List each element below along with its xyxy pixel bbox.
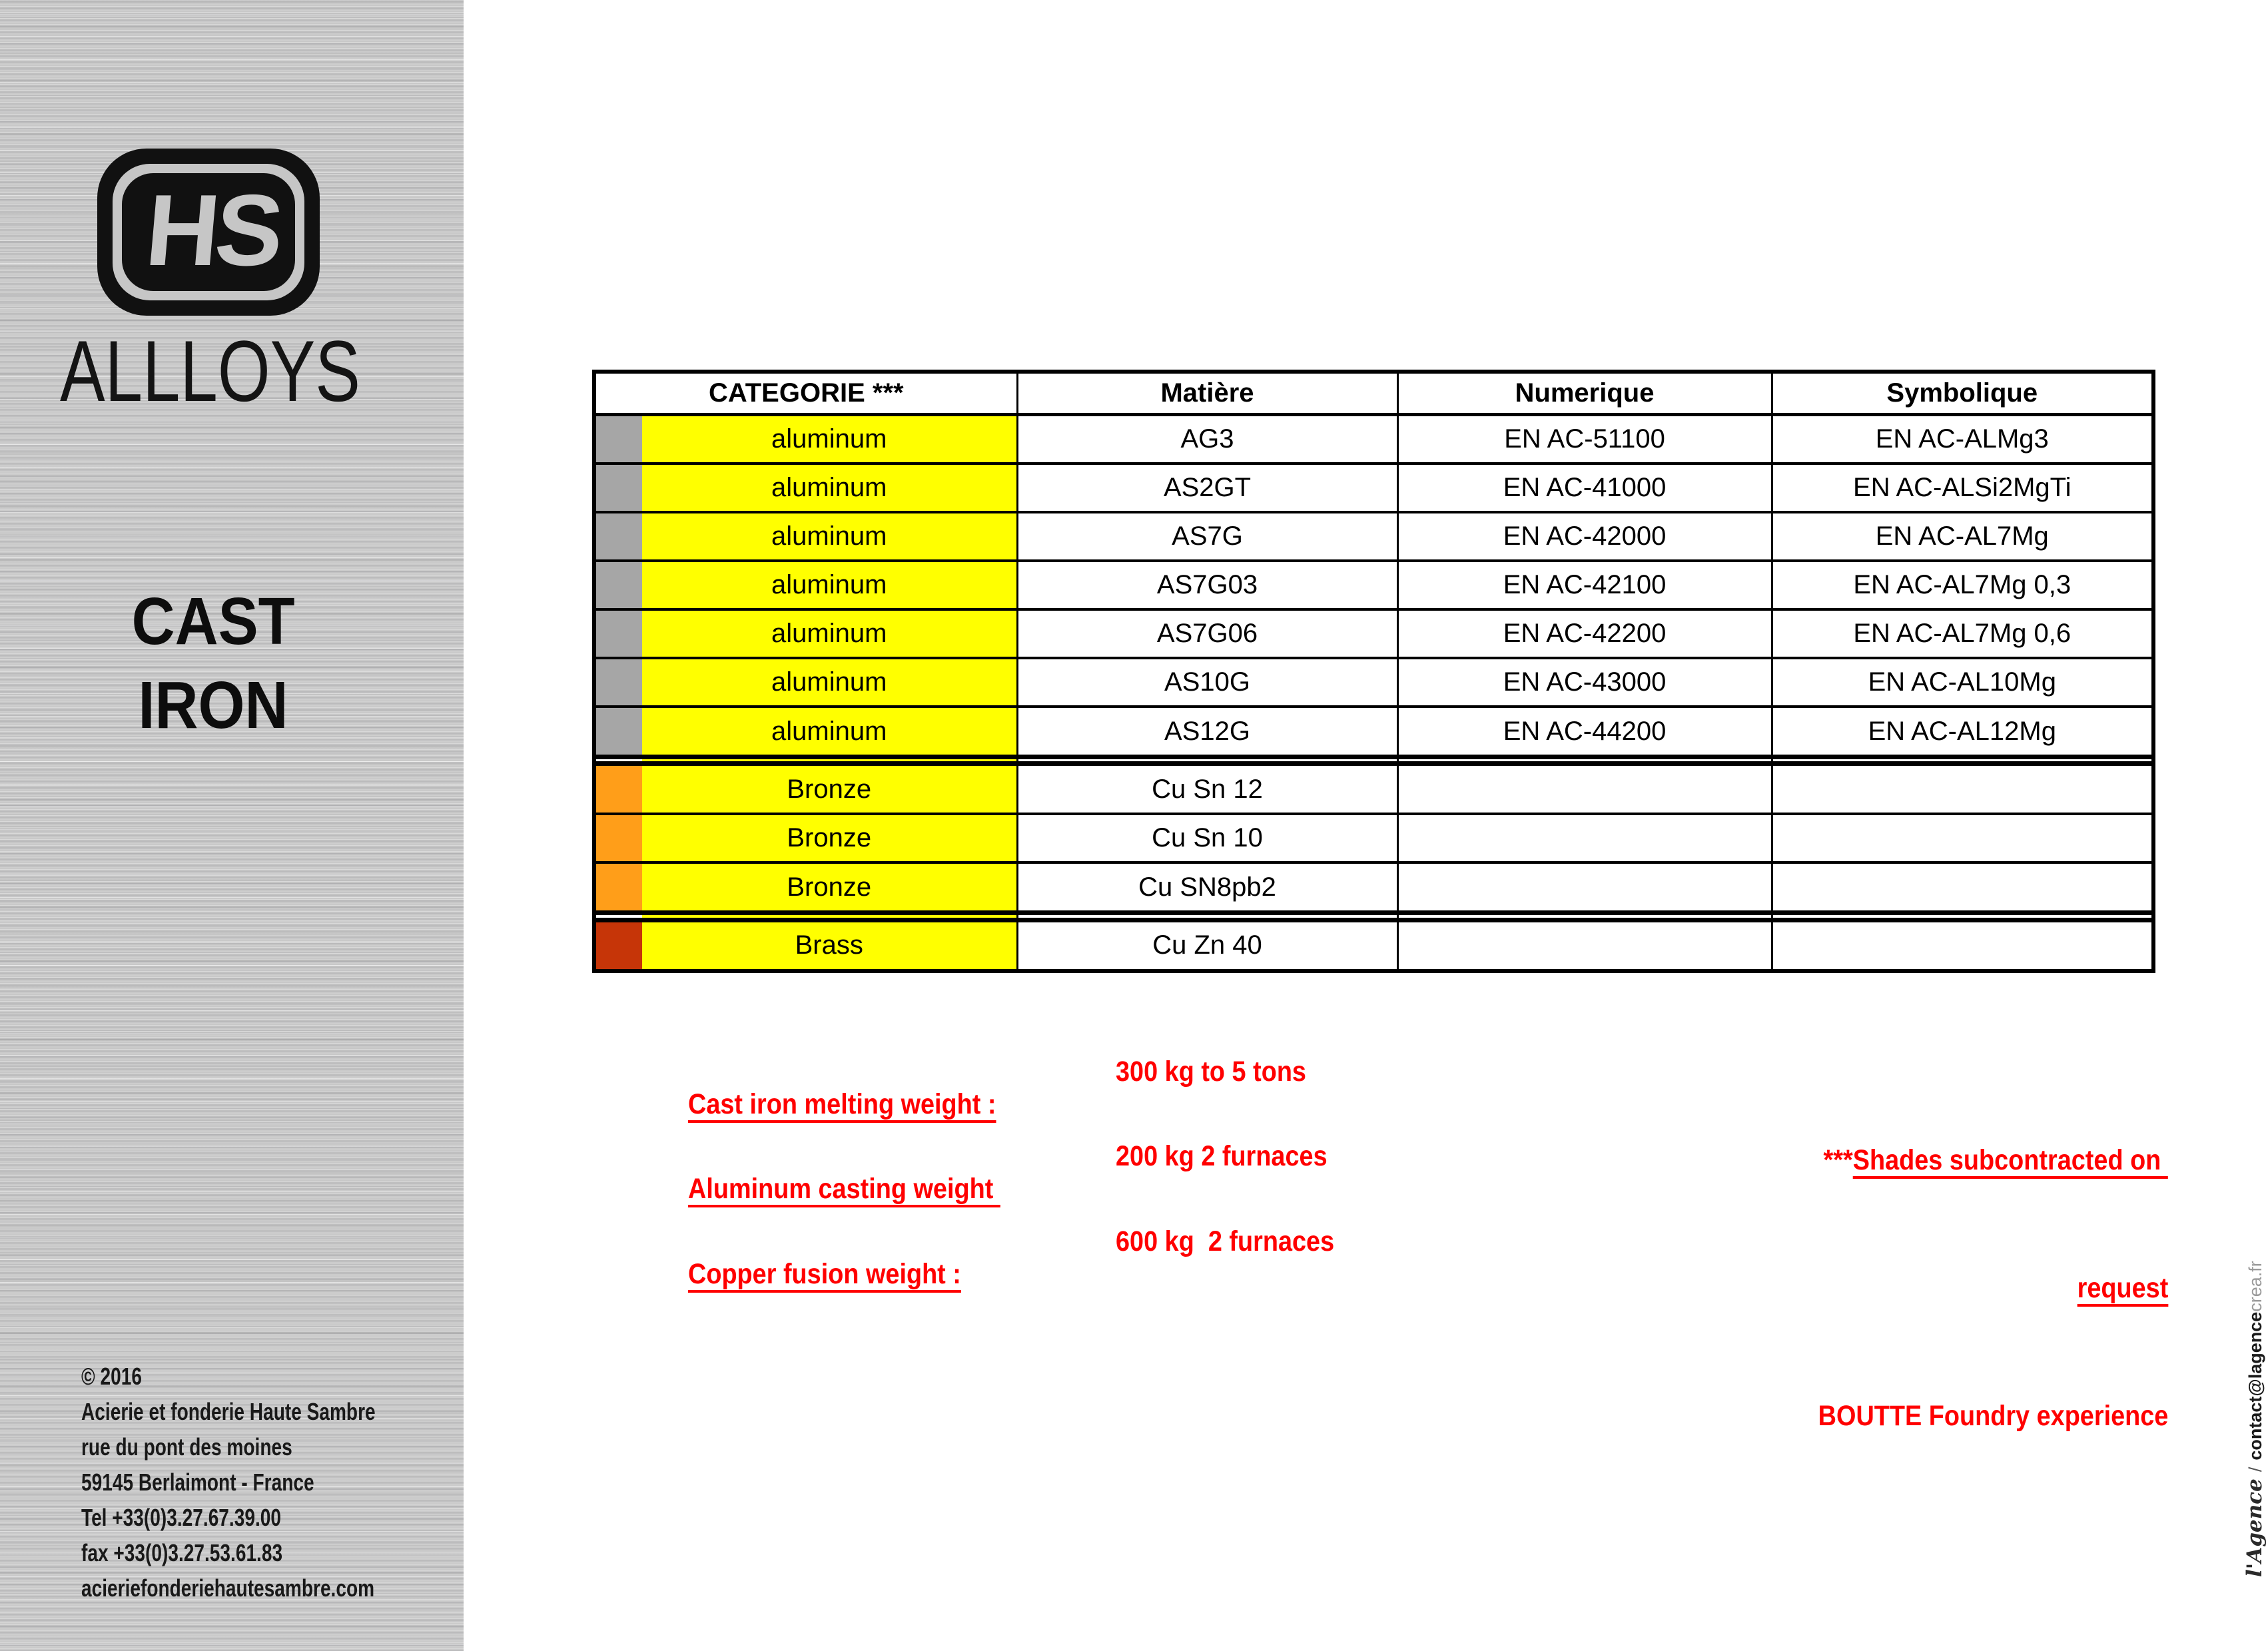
annotation-shades (1569, 1054, 2168, 1522)
table-row (594, 920, 2153, 971)
page-title (13, 579, 413, 747)
category-cell: aluminum (642, 561, 1017, 609)
category-cell: aluminum (642, 414, 1017, 464)
shades-line1 (1569, 1139, 2168, 1181)
col-header-matiere: Matière (1017, 372, 1397, 414)
col-header-symbolique: Symbolique (1772, 372, 2153, 414)
numerique-cell: EN AC-44200 (1397, 707, 1772, 757)
numerique-cell (1397, 913, 1772, 920)
alloy-table (592, 370, 2155, 973)
numerique-cell (1397, 862, 1772, 912)
category-cell (642, 757, 1017, 764)
symbolique-cell: EN AC-AL7Mg 0,3 (1772, 561, 2153, 609)
agency-separator: / (2245, 1467, 2265, 1473)
annotation-value: 200 kg 2 furnaces (1116, 1140, 1327, 1172)
category-color-cell (594, 920, 642, 971)
category-color-cell (594, 658, 642, 707)
table-row (594, 707, 2153, 757)
symbolique-cell (1772, 814, 2153, 862)
page-title-line1: CAST (131, 584, 295, 659)
category-color-cell (594, 764, 642, 814)
address-street: rue du pont des moines (81, 1433, 292, 1461)
contact-block (81, 1359, 376, 1606)
annotation-label: Cast iron melting weight : (687, 1088, 996, 1120)
hs-logo-text: HS (141, 174, 284, 287)
matiere-cell: AG3 (1017, 414, 1397, 464)
matiere-cell: AS7G (1017, 512, 1397, 561)
category-color-cell (594, 561, 642, 609)
category-cell: Bronze (642, 862, 1017, 912)
company-name: Acierie et fonderie Haute Sambre (81, 1398, 376, 1425)
category-color-cell (594, 814, 642, 862)
agency-footer (2242, 1261, 2267, 1577)
annotation-cast-iron (656, 1056, 1306, 1120)
matiere-cell: AS7G06 (1017, 609, 1397, 658)
category-cell: aluminum (642, 658, 1017, 707)
table-row-empty (594, 913, 2153, 920)
symbolique-cell (1772, 913, 2153, 920)
annotation-label: Copper fusion weight : (687, 1258, 961, 1290)
annotation-label: Aluminum casting weight (687, 1173, 1000, 1205)
numerique-cell (1397, 757, 1772, 764)
category-cell: aluminum (642, 707, 1017, 757)
table-row (594, 658, 2153, 707)
category-color-cell (594, 609, 642, 658)
agency-email-bold: contact@lagence (2245, 1311, 2265, 1461)
category-cell: Bronze (642, 814, 1017, 862)
matiere-cell (1017, 913, 1397, 920)
category-color-cell (594, 707, 642, 757)
table-row (594, 512, 2153, 561)
numerique-cell (1397, 814, 1772, 862)
numerique-cell: EN AC-41000 (1397, 464, 1772, 512)
annotation-value: 300 kg to 5 tons (1116, 1056, 1306, 1088)
table-row (594, 414, 2153, 464)
symbolique-cell (1772, 920, 2153, 971)
category-cell (642, 913, 1017, 920)
symbolique-cell: EN AC-AL7Mg 0,6 (1772, 609, 2153, 658)
table-header-row (594, 372, 2153, 414)
symbolique-cell: EN AC-AL7Mg (1772, 512, 2153, 561)
table-row (594, 561, 2153, 609)
numerique-cell: EN AC-42100 (1397, 561, 1772, 609)
page-title-line2: IRON (138, 668, 288, 743)
table-row (594, 814, 2153, 862)
col-header-categorie: CATEGORIE *** (594, 372, 1017, 414)
matiere-cell: Cu Zn 40 (1017, 920, 1397, 971)
category-color-cell (594, 464, 642, 512)
category-cell: aluminum (642, 609, 1017, 658)
symbolique-cell: EN AC-ALSi2MgTi (1772, 464, 2153, 512)
copyright-line: © 2016 (81, 1363, 142, 1390)
symbolique-cell (1772, 862, 2153, 912)
website-line: acieriefonderiehautesambre.com (81, 1574, 375, 1602)
symbolique-cell (1772, 764, 2153, 814)
matiere-cell: AS2GT (1017, 464, 1397, 512)
shades-stars: *** (1823, 1144, 1853, 1176)
matiere-cell: Cu Sn 10 (1017, 814, 1397, 862)
address-city: 59145 Berlaimont - France (81, 1469, 314, 1496)
category-cell: aluminum (642, 464, 1017, 512)
matiere-cell: AS12G (1017, 707, 1397, 757)
matiere-cell: AS10G (1017, 658, 1397, 707)
symbolique-cell: EN AC-AL12Mg (1772, 707, 2153, 757)
shades-text: Shades subcontracted on (1852, 1144, 2168, 1176)
category-color-cell (594, 913, 642, 920)
category-color-cell (594, 862, 642, 912)
numerique-cell: EN AC-51100 (1397, 414, 1772, 464)
numerique-cell: EN AC-42000 (1397, 512, 1772, 561)
boutte-line: BOUTTE Foundry experience (1818, 1400, 2168, 1432)
category-cell: Bronze (642, 764, 1017, 814)
table-row (594, 764, 2153, 814)
numerique-cell: EN AC-42200 (1397, 609, 1772, 658)
category-cell: aluminum (642, 512, 1017, 561)
annotation-aluminum (656, 1140, 1327, 1205)
category-color-cell (594, 414, 642, 464)
hs-logo-icon (95, 147, 322, 318)
table-row-empty (594, 757, 2153, 764)
numerique-cell (1397, 920, 1772, 971)
brand-title: ALLLOYS (60, 322, 360, 420)
table-row (594, 862, 2153, 912)
col-header-numerique: Numerique (1397, 372, 1772, 414)
matiere-cell: AS7G03 (1017, 561, 1397, 609)
agency-logo: l'Agence (2243, 1479, 2267, 1577)
category-color-cell (594, 757, 642, 764)
annotation-value: 600 kg 2 furnaces (1116, 1225, 1335, 1257)
metal-sidebar (0, 0, 464, 1651)
matiere-cell (1017, 757, 1397, 764)
matiere-cell: Cu Sn 12 (1017, 764, 1397, 814)
shades-line2: request (2077, 1272, 2168, 1304)
symbolique-cell: EN AC-AL10Mg (1772, 658, 2153, 707)
symbolique-cell: EN AC-ALMg3 (1772, 414, 2153, 464)
fax-line: fax +33(0)3.27.53.61.83 (81, 1539, 283, 1566)
phone-line: Tel +33(0)3.27.67.39.00 (81, 1504, 281, 1531)
table-row (594, 609, 2153, 658)
numerique-cell (1397, 764, 1772, 814)
matiere-cell: Cu SN8pb2 (1017, 862, 1397, 912)
category-color-cell (594, 512, 642, 561)
table-row (594, 464, 2153, 512)
agency-email-light: crea.fr (2245, 1261, 2265, 1312)
category-cell: Brass (642, 920, 1017, 971)
symbolique-cell (1772, 757, 2153, 764)
annotation-copper (656, 1225, 1335, 1290)
numerique-cell: EN AC-43000 (1397, 658, 1772, 707)
